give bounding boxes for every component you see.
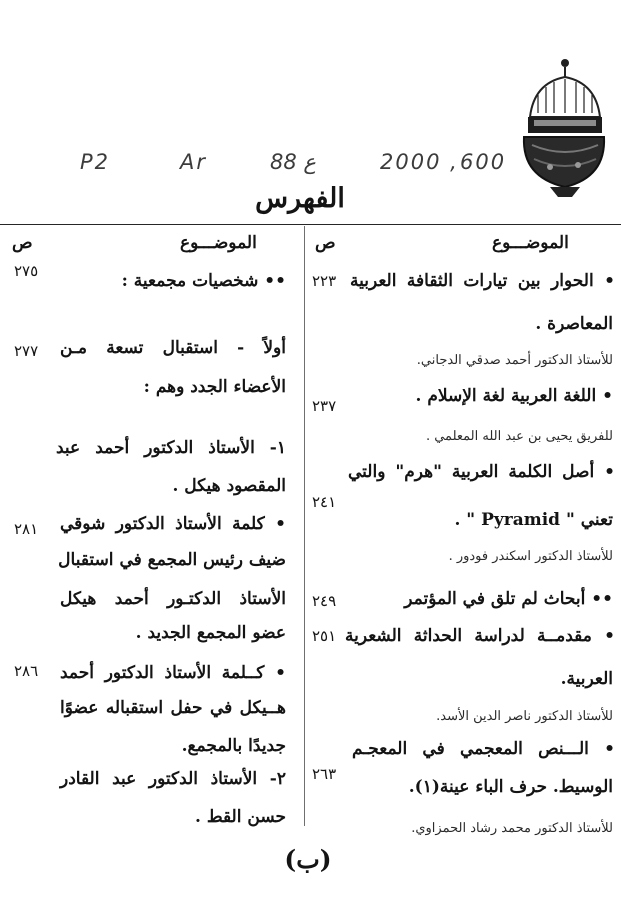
toc-page-number: ٢٨٦	[14, 662, 39, 680]
toc-entry-line: ضيف رئيس المجمع في استقبال	[58, 550, 286, 570]
toc-entry-line: •• أبحاث لم تلق في المؤتمر	[404, 589, 613, 609]
toc-entry-line: تعني " Pyramid " .	[454, 510, 613, 530]
academy-emblem-icon	[520, 55, 608, 200]
toc-page-number: ٢٨١	[14, 520, 39, 538]
subject-header-left: الموضـــوع	[180, 233, 257, 253]
toc-page-number: ٢٧٥	[14, 262, 39, 280]
toc-author-line: للأستاذ الدكتور محمد رشاد الحمزاوي.	[411, 821, 613, 836]
toc-entry-line: • كلمة الأستاذ الدكتور شوقي	[60, 514, 286, 534]
toc-entry-line: • كــلمة الأستاذ الدكتور أحمد	[60, 663, 286, 683]
toc-author-line: للأستاذ الدكتور ناصر الدين الأسد.	[436, 709, 613, 724]
toc-page-number: ٢٤٩	[312, 592, 337, 610]
toc-page-number: ٢٢٣	[312, 272, 337, 290]
toc-entry-line: أولاً - استقبال تسعة مـن	[60, 338, 286, 358]
toc-entry-line: هــيكل في حفل استقباله عضوًا	[60, 698, 286, 718]
toc-entry-line: الأستاذ الدكتـور أحمد هيكل	[60, 589, 286, 609]
column-divider	[304, 226, 305, 826]
toc-entry-line: حسن القط .	[194, 807, 286, 827]
toc-author-line: للأستاذ الدكتور اسكندر فودور .	[448, 549, 613, 564]
call-number-part: 2000 ,	[380, 150, 459, 174]
call-number-part: 600	[460, 150, 507, 174]
toc-entry-line: العربية.	[560, 669, 613, 689]
call-number-part: 88 ع	[270, 150, 316, 174]
toc-page-number: ٢٣٧	[312, 397, 337, 415]
toc-author-line: للأستاذ الدكتور أحمد صدقي الدجاني.	[416, 353, 613, 368]
toc-entry-line: • مقدمــة لدراسة الحداثة الشعرية	[345, 626, 615, 646]
toc-entry-line: • اللغة العربية لغة الإسلام .	[415, 386, 613, 406]
toc-page-number: ٢٥١	[312, 627, 337, 645]
toc-page-number: ٢٤١	[312, 493, 337, 511]
toc-entry-line: المقصود هيكل .	[172, 476, 286, 496]
header-divider	[0, 224, 621, 225]
toc-entry-line: • أصل الكلمة العربية "هرم" والتي	[348, 462, 615, 482]
toc-author-line: للفريق يحيى بن عبد الله المعلمي .	[425, 429, 613, 444]
page-header-left: ص	[12, 233, 33, 253]
toc-entry-line: • الـــنص المعجمي في المعجـم	[352, 739, 615, 759]
toc-entry-line: ١- الأستاذ الدكتور أحمد عبد	[56, 438, 286, 458]
toc-entry-line: الأعضاء الجدد وهم :	[143, 377, 286, 397]
toc-entry-line: • الحوار بين تيارات الثقافة العربية	[350, 271, 615, 291]
toc-entry-line: الوسيط. حرف الباء عينة(١).	[408, 777, 613, 797]
call-number-part: P2	[80, 150, 111, 174]
toc-page-number: ٢٧٧	[14, 342, 39, 360]
toc-entry-line: ٢- الأستاذ الدكتور عبد القادر	[60, 769, 286, 789]
toc-entry-line: جديدًا بالمجمع.	[181, 736, 286, 756]
call-number-part: Ar	[180, 150, 207, 174]
toc-page-number: ٢٦٣	[312, 765, 337, 783]
subject-header-right: الموضـــوع	[492, 233, 569, 253]
page-marker: (ب)	[284, 845, 332, 874]
toc-entry-line: عضو المجمع الجديد .	[135, 623, 286, 643]
toc-entry-line: •• شخصيات مجمعية :	[121, 271, 286, 291]
page-title: الفهرس	[255, 183, 345, 214]
page-header-right: ص	[315, 233, 336, 253]
toc-entry-line: المعاصرة .	[535, 314, 613, 334]
